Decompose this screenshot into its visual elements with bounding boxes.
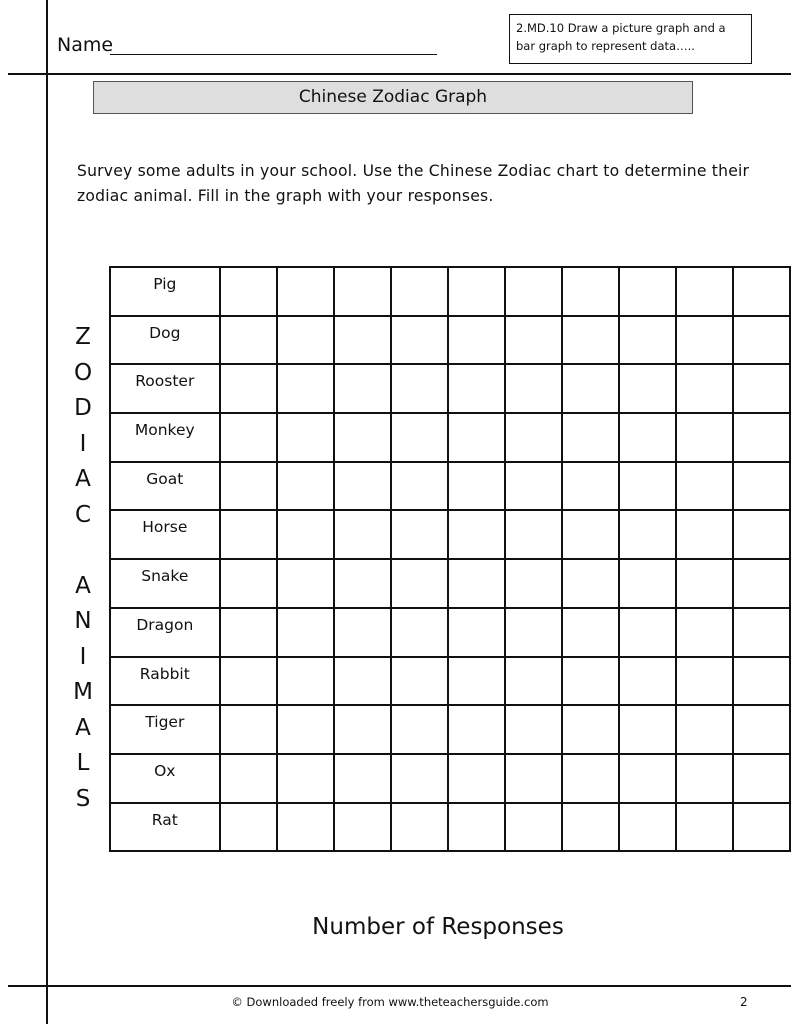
response-cell[interactable] xyxy=(391,364,448,413)
left-margin-line xyxy=(46,0,48,1024)
response-cell[interactable] xyxy=(676,657,733,706)
response-cell[interactable] xyxy=(733,462,790,511)
footer-divider xyxy=(8,985,791,987)
animal-label: Dog xyxy=(110,316,220,365)
header-divider xyxy=(8,73,791,75)
response-cell[interactable] xyxy=(505,267,562,316)
vertical-label-letter xyxy=(65,533,101,569)
vertical-label-letter: I xyxy=(79,643,87,670)
response-cell[interactable] xyxy=(562,267,619,316)
response-cell[interactable] xyxy=(562,462,619,511)
response-cell[interactable] xyxy=(619,462,676,511)
response-cell[interactable] xyxy=(391,559,448,608)
instructions-text: Survey some adults in your school. Use the Chinese Zodiac chart to determine their zodiac animal. Fill in the graph with your responses. xyxy=(77,162,750,205)
response-cell[interactable] xyxy=(505,413,562,462)
vertical-label-letter: D xyxy=(74,395,92,421)
response-cell[interactable] xyxy=(391,267,448,316)
response-cell[interactable] xyxy=(676,705,733,754)
response-cell[interactable] xyxy=(391,803,448,852)
response-cell[interactable] xyxy=(619,364,676,413)
animal-label: Pig xyxy=(110,267,220,316)
response-cell[interactable] xyxy=(277,510,334,559)
response-cell[interactable] xyxy=(448,559,505,608)
response-cell[interactable] xyxy=(220,413,277,462)
response-cell[interactable] xyxy=(562,608,619,657)
response-cell[interactable] xyxy=(733,803,790,852)
response-cell[interactable] xyxy=(334,754,391,803)
response-cell[interactable] xyxy=(619,803,676,852)
animal-label: Goat xyxy=(110,462,220,511)
response-cell[interactable] xyxy=(505,510,562,559)
response-cell[interactable] xyxy=(220,657,277,706)
response-cell[interactable] xyxy=(391,462,448,511)
response-cell[interactable] xyxy=(562,510,619,559)
response-cell[interactable] xyxy=(505,657,562,706)
response-cell[interactable] xyxy=(676,413,733,462)
response-cell[interactable] xyxy=(277,364,334,413)
response-cell[interactable] xyxy=(619,510,676,559)
footer-credit: © Downloaded freely from www.theteachersguide.com xyxy=(231,995,549,1009)
zodiac-animals-vertical-label xyxy=(65,320,101,817)
response-cell[interactable] xyxy=(676,364,733,413)
response-cell[interactable] xyxy=(391,413,448,462)
response-cell[interactable] xyxy=(733,608,790,657)
response-cell[interactable] xyxy=(619,657,676,706)
response-cell[interactable] xyxy=(334,608,391,657)
response-cell[interactable] xyxy=(277,754,334,803)
response-cell[interactable] xyxy=(619,267,676,316)
name-label: Name xyxy=(57,34,114,56)
graph-row xyxy=(110,510,790,559)
response-cell[interactable] xyxy=(733,754,790,803)
response-cell[interactable] xyxy=(562,413,619,462)
animal-label: Snake xyxy=(110,559,220,608)
response-cell[interactable] xyxy=(619,608,676,657)
response-cell[interactable] xyxy=(277,705,334,754)
response-cell[interactable] xyxy=(220,316,277,365)
response-cell[interactable] xyxy=(220,267,277,316)
response-cell[interactable] xyxy=(505,705,562,754)
graph-row xyxy=(110,657,790,706)
vertical-label-letter: Z xyxy=(75,324,91,350)
response-cell[interactable] xyxy=(562,657,619,706)
response-cell[interactable] xyxy=(676,559,733,608)
response-cell[interactable] xyxy=(334,803,391,852)
response-cell[interactable] xyxy=(562,364,619,413)
response-cell[interactable] xyxy=(619,413,676,462)
response-cell[interactable] xyxy=(277,316,334,365)
response-cell[interactable] xyxy=(676,316,733,365)
response-cell[interactable] xyxy=(733,413,790,462)
response-cell[interactable] xyxy=(277,657,334,706)
standard-box xyxy=(509,14,752,64)
animal-label: Tiger xyxy=(110,705,220,754)
zodiac-graph-grid xyxy=(109,266,791,852)
vertical-label-letter: S xyxy=(75,785,91,812)
response-cell[interactable] xyxy=(334,413,391,462)
response-cell[interactable] xyxy=(676,267,733,316)
response-cell[interactable] xyxy=(220,705,277,754)
vertical-label-letter: A xyxy=(75,714,91,741)
response-cell[interactable] xyxy=(391,316,448,365)
x-axis-label: Number of Responses xyxy=(312,914,564,940)
graph-row xyxy=(110,754,790,803)
response-cell[interactable] xyxy=(220,510,277,559)
response-cell[interactable] xyxy=(220,364,277,413)
response-cell[interactable] xyxy=(334,510,391,559)
response-cell[interactable] xyxy=(505,608,562,657)
response-cell[interactable] xyxy=(391,657,448,706)
response-cell[interactable] xyxy=(277,267,334,316)
graph-row xyxy=(110,559,790,608)
response-cell[interactable] xyxy=(562,559,619,608)
response-cell[interactable] xyxy=(220,754,277,803)
vertical-label-letter: A xyxy=(75,466,91,492)
animal-label: Dragon xyxy=(110,608,220,657)
response-cell[interactable] xyxy=(391,754,448,803)
response-cell[interactable] xyxy=(220,803,277,852)
response-cell[interactable] xyxy=(391,705,448,754)
response-cell[interactable] xyxy=(619,754,676,803)
name-field[interactable] xyxy=(110,54,437,55)
response-cell[interactable] xyxy=(220,608,277,657)
graph-row xyxy=(110,705,790,754)
graph-row xyxy=(110,364,790,413)
vertical-label-letter: L xyxy=(76,750,90,776)
response-cell[interactable] xyxy=(562,803,619,852)
graph-row xyxy=(110,316,790,365)
response-cell[interactable] xyxy=(448,754,505,803)
vertical-label-letter: I xyxy=(79,430,87,457)
response-cell[interactable] xyxy=(277,559,334,608)
response-cell[interactable] xyxy=(334,559,391,608)
response-cell[interactable] xyxy=(391,510,448,559)
animal-label: Rabbit xyxy=(110,657,220,706)
animal-label: Monkey xyxy=(110,413,220,462)
response-cell[interactable] xyxy=(448,364,505,413)
response-cell[interactable] xyxy=(277,608,334,657)
response-cell[interactable] xyxy=(676,803,733,852)
vertical-label-letter: C xyxy=(74,501,92,528)
response-cell[interactable] xyxy=(505,462,562,511)
response-cell[interactable] xyxy=(676,510,733,559)
response-cell[interactable] xyxy=(619,705,676,754)
response-cell[interactable] xyxy=(676,754,733,803)
response-cell[interactable] xyxy=(562,705,619,754)
graph-row xyxy=(110,803,790,852)
response-cell[interactable] xyxy=(448,462,505,511)
vertical-label-letter: O xyxy=(73,359,93,386)
response-cell[interactable] xyxy=(448,316,505,365)
response-cell[interactable] xyxy=(334,267,391,316)
response-cell[interactable] xyxy=(562,754,619,803)
response-cell[interactable] xyxy=(733,316,790,365)
standard-text: 2.MD.10 Draw a picture graph and a bar graph to represent data….. xyxy=(516,21,726,53)
response-cell[interactable] xyxy=(448,705,505,754)
response-cell[interactable] xyxy=(505,316,562,365)
response-cell[interactable] xyxy=(220,559,277,608)
response-cell[interactable] xyxy=(733,559,790,608)
graph-row xyxy=(110,267,790,316)
response-cell[interactable] xyxy=(562,316,619,365)
response-cell[interactable] xyxy=(334,705,391,754)
response-cell[interactable] xyxy=(448,413,505,462)
response-cell[interactable] xyxy=(334,316,391,365)
response-cell[interactable] xyxy=(334,462,391,511)
response-cell[interactable] xyxy=(619,559,676,608)
vertical-label-letter: N xyxy=(74,608,92,634)
vertical-label-letter: A xyxy=(75,572,91,599)
response-cell[interactable] xyxy=(505,803,562,852)
response-cell[interactable] xyxy=(733,267,790,316)
response-cell[interactable] xyxy=(448,608,505,657)
vertical-label-letter: M xyxy=(73,679,93,705)
response-cell[interactable] xyxy=(448,267,505,316)
animal-label: Horse xyxy=(110,510,220,559)
response-cell[interactable] xyxy=(277,803,334,852)
worksheet-title: Chinese Zodiac Graph xyxy=(93,81,693,114)
response-cell[interactable] xyxy=(733,364,790,413)
response-cell[interactable] xyxy=(277,462,334,511)
response-cell[interactable] xyxy=(448,657,505,706)
graph-row xyxy=(110,462,790,511)
response-cell[interactable] xyxy=(505,559,562,608)
graph-row xyxy=(110,413,790,462)
response-cell[interactable] xyxy=(448,510,505,559)
response-cell[interactable] xyxy=(334,657,391,706)
response-cell[interactable] xyxy=(448,803,505,852)
response-cell[interactable] xyxy=(733,657,790,706)
response-cell[interactable] xyxy=(391,608,448,657)
response-cell[interactable] xyxy=(505,754,562,803)
response-cell[interactable] xyxy=(676,608,733,657)
response-cell[interactable] xyxy=(619,316,676,365)
response-cell[interactable] xyxy=(676,462,733,511)
response-cell[interactable] xyxy=(505,364,562,413)
response-cell[interactable] xyxy=(334,364,391,413)
animal-label: Rat xyxy=(110,803,220,852)
animal-label: Ox xyxy=(110,754,220,803)
response-cell[interactable] xyxy=(733,705,790,754)
graph-row xyxy=(110,608,790,657)
response-cell[interactable] xyxy=(733,510,790,559)
page-number: 2 xyxy=(740,995,748,1009)
response-cell[interactable] xyxy=(277,413,334,462)
response-cell[interactable] xyxy=(220,462,277,511)
animal-label: Rooster xyxy=(110,364,220,413)
